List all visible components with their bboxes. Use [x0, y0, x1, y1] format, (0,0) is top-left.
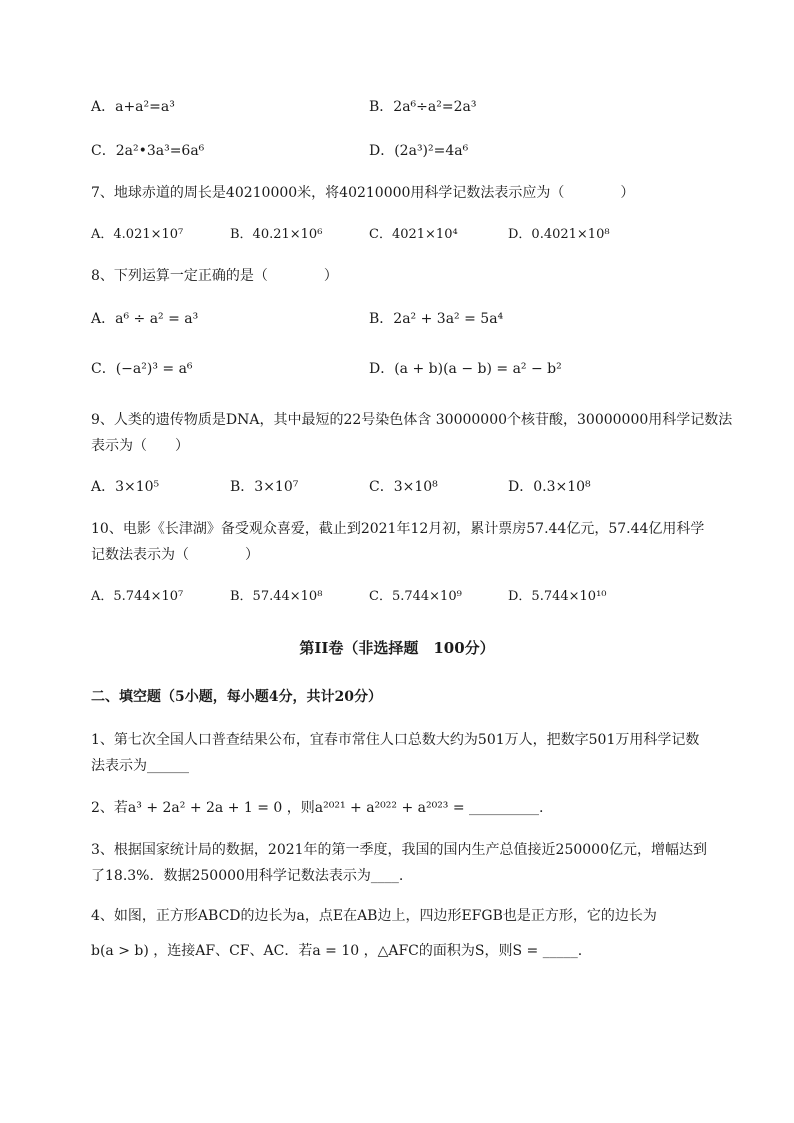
- q6-options-row-2: [91, 140, 741, 162]
- section-2-title: 二、填空题（5小题，每小题4分，共计20分）: [91, 689, 382, 705]
- q10-option-d: D．5.744×10¹⁰: [508, 589, 607, 604]
- q6-option-a: A．a+a²=a³: [91, 99, 175, 115]
- q10-option-a: A．5.744×10⁷: [91, 589, 184, 604]
- fill-4-line-1: 4、如图，正方形ABCD的边长为a，点E在AB边上，四边形EFGB也是正方形，它的边长为: [91, 908, 657, 924]
- fill-3-line-2: 了18.3%．数据250000用科学记数法表示为____.: [91, 868, 404, 884]
- fill-1-line-2: 法表示为______: [91, 758, 189, 774]
- part-2-title: 第II卷（非选择题 100分）: [299, 639, 495, 657]
- q6-option-b: B．2a⁶÷a²=2a³: [369, 99, 477, 115]
- q7-option-b: B．40.21×10⁶: [230, 227, 323, 242]
- q8-options-row-2: [91, 358, 741, 380]
- q8-option-a: A．a⁶ ÷ a² = a³: [91, 311, 199, 327]
- q9-stem-line-2: 表示为（ ）: [91, 438, 189, 454]
- q10-option-b: B．57.44×10⁸: [230, 589, 323, 604]
- q10-option-c: C．5.744×10⁹: [369, 589, 462, 604]
- fill-3-line-1: 3、根据国家统计局的数据，2021年的第一季度，我国的国内生产总值接近250000亿元，增幅达到: [91, 842, 707, 858]
- fill-1-line-1: 1、第七次全国人口普查结果公布，宜春市常住人口总数大约为501万人，把数字501万用科学记数: [91, 732, 700, 748]
- q10-stem-line-1: 10、电影《长津湖》备受观众喜爱，截止到2021年12月初，累计票房57.44亿元，57.44亿用科学: [91, 521, 705, 537]
- q8-option-c: C．(−a²)³ = a⁶: [91, 361, 193, 377]
- q6-option-d: D．(2a³)²=4a⁶: [369, 143, 469, 159]
- q7-option-c: C．4021×10⁴: [369, 227, 458, 242]
- q6-option-c: C．2a²•3a³=6a⁶: [91, 143, 205, 159]
- q9-option-c: C．3×10⁸: [369, 479, 438, 495]
- q8-stem: 8、下列运算一定正确的是（ ）: [91, 268, 338, 284]
- q10-stem-line-2: 记数法表示为（ ）: [91, 547, 259, 563]
- q7-options: [91, 224, 741, 246]
- fill-4-line-2: b(a > b) ，连接AF、CF、AC．若a = 10 ，△AFC的面积为S，则S = _____.: [91, 943, 583, 959]
- q9-options: [91, 476, 741, 498]
- fill-2: 2、若a³ + 2a² + 2a + 1 = 0 ，则a²⁰²¹ + a²⁰²² + a²⁰²³ = __________.: [91, 800, 544, 816]
- q8-option-b: B．2a² + 3a² = 5a⁴: [369, 311, 504, 327]
- q8-options-row-1: [91, 308, 741, 330]
- q7-stem: 7、地球赤道的周长是40210000米，将40210000用科学记数法表示应为（ ）: [91, 185, 635, 201]
- q9-option-d: D．0.3×10⁸: [508, 479, 591, 495]
- q6-options-row-1: [91, 96, 741, 118]
- q10-options: [91, 586, 741, 608]
- q9-stem-line-1: 9、人类的遗传物质是DNA，其中最短的22号染色体含 30000000个核苷酸，30000000用科学记数法: [91, 412, 733, 428]
- q9-option-a: A．3×10⁵: [91, 479, 160, 495]
- q9-option-b: B．3×10⁷: [230, 479, 299, 495]
- q7-option-a: A．4.021×10⁷: [91, 227, 184, 242]
- q7-option-d: D．0.4021×10⁸: [508, 227, 610, 242]
- q8-option-d: D．(a + b)(a − b) = a² − b²: [369, 361, 562, 377]
